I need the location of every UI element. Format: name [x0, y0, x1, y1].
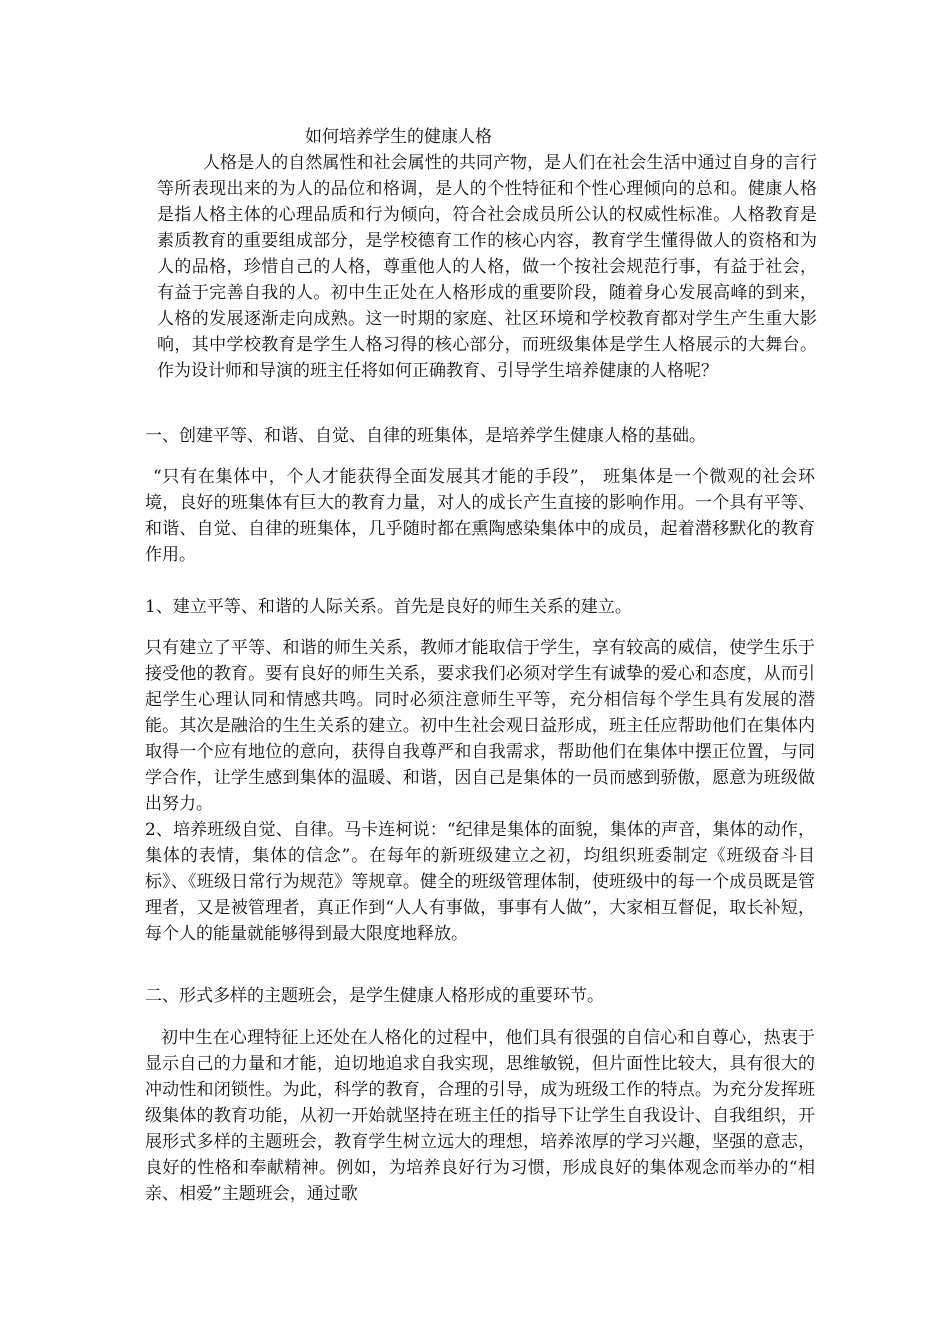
section-2-paragraph: 初中生在心理特征上还处在人格化的过程中，他们具有很强的自信心和自尊心，热衷于显示自己的力量和才能，迫切地追求自我实现，思维敏锐，但片面性比较大，具有很大的冲动性和闭锁性。为此，科学的教育，合理的引导，成为班级工作的特点。为充分发挥班级集体的教育功能，从初一开始就坚持在班主任的指导下让学生自我设计、自我组织，开展形式多样的主题班会，教育学生树立远大的理想，培养浓厚的学习兴趣，坚强的意志，良好的性格和奉献精神。例如，为培养良好行为习惯，形成良好的集体观念而举办的“相亲、相爱”主题班会，通过歌 [145, 1028, 815, 1204]
section-1-heading: 一、创建平等、和谐、自觉、自律的班集体，是培养学生健康人格的基础。 [145, 426, 706, 446]
document-title: 如何培养学生的健康人格 [305, 127, 492, 147]
subsection-2-paragraph: 2、培养班级自觉、自律。马卡连柯说：“纪律是集体的面貌，集体的声音，集体的动作，集体的表情，集体的信念”。在每年的新班级建立之初，均组织班委制定《班级奋斗目标》、《班级日常行为规范》等规章。健全的班级管理体制，使班级中的每一个成员既是管理者，又是被管理者，真正作到“人人有事做，事事有人做”，大家相互督促，取长补短，每个人的能量就能够得到最大限度地释放。 [145, 820, 815, 944]
section-1-paragraph: “只有在集体中，个人才能获得全面发展其才能的手段”， 班集体是一个微观的社会环境，良好的班集体有巨大的教育力量，对人的成长产生直接的影响作用。一个具有平等、和谐、自觉、自律的班集体，几乎随时都在熏陶感染集体中的成员，起着潜移默化的教育作用。 [145, 467, 815, 565]
section-2-heading: 二、形式多样的主题班会，是学生健康人格形成的重要环节。 [145, 986, 604, 1006]
subsection-1-paragraph: 只有建立了平等、和谐的师生关系，教师才能取信于学生，享有较高的威信，使学生乐于接受他的教育。要有良好的师生关系，要求我们必须对学生有诚挚的爱心和态度，从而引起学生心理认同和情感共鸣。同时必须注意师生平等，充分相信每个学生具有发展的潜能。其次是融洽的生生关系的建立。初中生社会观日益形成，班主任应帮助他们在集体内取得一个应有地位的意向，获得自我尊严和自我需求，帮助他们在集体中摆正位置，与同学合作，让学生感到集体的温暖、和谐，因自己是集体的一员而感到骄傲，愿意为班级做出努力。 [145, 638, 815, 814]
intro-paragraph: 人格是人的自然属性和社会属性的共同产物，是人们在社会生活中通过自身的言行等所表现出来的为人的品位和格调，是人的个性特征和个性心理倾向的总和。健康人格是指人格主体的心理品质和行为倾向，符合社会成员所公认的权威性标准。人格教育是素质教育的重要组成部分，是学校德育工作的核心内容，教育学生懂得做人的资格和为人的品格，珍惜自己的人格，尊重他人的人格，做一个按社会规范行事，有益于社会，有益于完善自我的人。初中生正处在人格形成的重要阶段，随着身心发展高峰的到来，人格的发展逐渐走向成熟。这一时期的家庭、社区环境和学校教育都对学生产生重大影响，其中学校教育是学生人格习得的核心部分，而班级集体是学生人格展示的大舞台。作为设计师和导演的班主任将如何正确教育、引导学生培养健康的人格呢？ [157, 153, 817, 381]
subsection-1-heading: 1、建立平等、和谐的人际关系。首先是良好的师生关系的建立。 [145, 597, 632, 617]
